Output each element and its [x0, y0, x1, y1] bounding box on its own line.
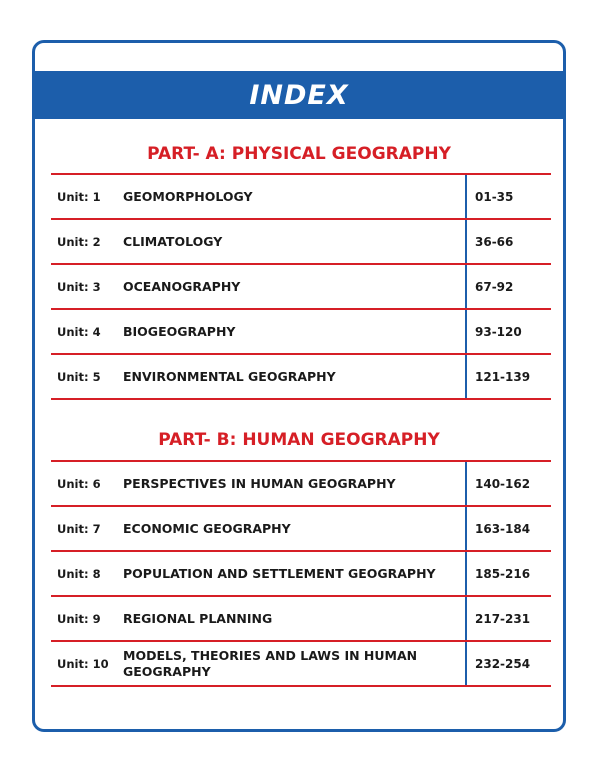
table-row[interactable]: [51, 265, 551, 310]
table-row[interactable]: [51, 220, 551, 265]
unit-number: Unit: 6: [57, 476, 101, 491]
part-b-heading: PART- B: HUMAN GEOGRAPHY: [158, 430, 440, 450]
unit-number: Unit: 8: [57, 566, 101, 581]
table-row[interactable]: [51, 175, 551, 220]
page-range: 140-162: [465, 462, 551, 505]
part-b-table: [51, 460, 551, 687]
unit-number: Unit: 2: [57, 234, 101, 249]
page-range: 217-231: [465, 597, 551, 640]
unit-title: PERSPECTIVES IN HUMAN GEOGRAPHY: [123, 475, 396, 491]
page-range: 121-139: [465, 355, 551, 398]
table-row[interactable]: [51, 355, 551, 400]
index-title: INDEX: [249, 79, 349, 111]
page-range: 93-120: [465, 310, 551, 353]
table-row[interactable]: [51, 507, 551, 552]
table-row[interactable]: [51, 642, 551, 687]
page-range: 163-184: [465, 507, 551, 550]
unit-number: Unit: 10: [57, 656, 109, 671]
unit-title: ECONOMIC GEOGRAPHY: [123, 520, 291, 536]
unit-title: OCEANOGRAPHY: [123, 278, 241, 294]
index-banner: [35, 71, 563, 119]
part-a-table: [51, 173, 551, 400]
unit-title: MODELS, THEORIES AND LAWS IN HUMAN GEOGRAPHY: [123, 647, 418, 679]
unit-title: BIOGEOGRAPHY: [123, 323, 236, 339]
table-row[interactable]: [51, 462, 551, 507]
page-range: 185-216: [465, 552, 551, 595]
part-a-heading: PART- A: PHYSICAL GEOGRAPHY: [147, 144, 451, 164]
unit-number: Unit: 4: [57, 324, 101, 339]
table-row[interactable]: [51, 552, 551, 597]
page-range: 67-92: [465, 265, 551, 308]
page-range: 01-35: [465, 175, 551, 218]
page-range: 36-66: [465, 220, 551, 263]
table-row[interactable]: [51, 310, 551, 355]
unit-title: CLIMATOLOGY: [123, 233, 223, 249]
unit-number: Unit: 5: [57, 369, 101, 384]
page-range: 232-254: [465, 642, 551, 685]
unit-title: REGIONAL PLANNING: [123, 610, 273, 626]
index-frame: [32, 40, 566, 732]
unit-title: ENVIRONMENTAL GEOGRAPHY: [123, 368, 336, 384]
unit-number: Unit: 1: [57, 189, 101, 204]
unit-number: Unit: 3: [57, 279, 101, 294]
unit-title: POPULATION AND SETTLEMENT GEOGRAPHY: [123, 565, 436, 581]
unit-number: Unit: 9: [57, 611, 101, 626]
unit-number: Unit: 7: [57, 521, 101, 536]
table-row[interactable]: [51, 597, 551, 642]
unit-title: GEOMORPHOLOGY: [123, 188, 253, 204]
